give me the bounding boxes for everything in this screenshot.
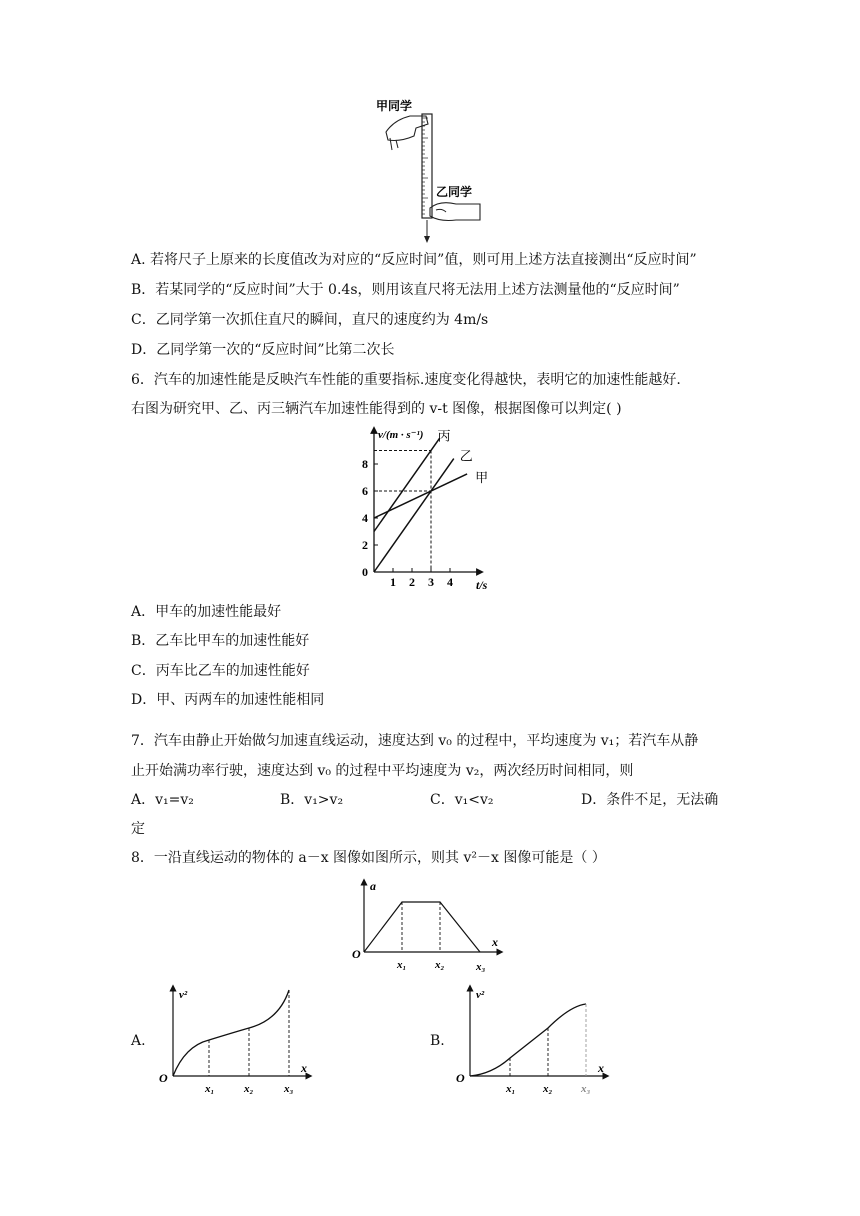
v2a-tick-x1: x₁ (205, 1083, 215, 1095)
series-label: 甲 (475, 469, 489, 485)
q8-option-a-label: A. (131, 1033, 146, 1049)
a-axis-label: a (370, 879, 376, 893)
x-tick-label: 1 (390, 575, 396, 589)
series-label: 丙 (437, 428, 451, 444)
v2-graph-a (155, 984, 315, 1100)
series-line (374, 474, 467, 518)
a-origin-label: O (352, 947, 361, 961)
v2b-origin: O (456, 1071, 465, 1085)
v2a-curve (173, 990, 289, 1076)
q6-option-d: D．甲、丙两车的加速性能相同 (131, 692, 325, 708)
label-yi-student: 乙同学 (436, 185, 473, 199)
x-tick-label: 2 (409, 575, 415, 589)
ruler-figure (370, 98, 490, 244)
series-line (374, 438, 440, 531)
v2a-tick-x2: x₂ (244, 1083, 254, 1095)
q6-stem-line1: 6．汽车的加速性能是反映汽车性能的重要指标.速度变化得越快，表明它的加速性能越好. (131, 372, 681, 388)
v2-graph-b (452, 984, 612, 1100)
q7-option-c: C．v₁<v₂ (430, 792, 494, 808)
q6-option-a: A．甲车的加速性能最好 (131, 604, 282, 620)
q6-option-c: C．丙车比乙车的加速性能好 (131, 663, 310, 679)
q8-option-b-label: B. (430, 1033, 445, 1049)
q7-option-d-wrap: 定 (131, 821, 145, 837)
v2b-tick-x2: x₂ (543, 1083, 553, 1095)
v2a-x-label: x (301, 1061, 307, 1075)
x-axis-label: t/s (476, 578, 488, 592)
x-tick-label: 4 (447, 575, 453, 589)
a-curve (364, 902, 480, 952)
v2b-curve (470, 1004, 586, 1076)
v2b-y-label: v² (476, 989, 485, 1001)
a-x-axis-label: x (492, 935, 498, 949)
q7-option-b: B．v₁>v₂ (280, 792, 344, 808)
v2b-tick-x1: x₁ (506, 1083, 516, 1095)
series-label: 乙 (459, 448, 473, 464)
q5-option-d: D．乙同学第一次的“反应时间”比第二次长 (131, 342, 395, 358)
label-jia-student: 甲同学 (376, 99, 413, 113)
y-axis-label: v/(m · s⁻¹) (378, 429, 424, 441)
q7-stem-line2: 止开始满功率行驶，速度达到 v₀ 的过程中平均速度为 v₂，两次经历时间相同，则 (131, 763, 634, 779)
bottom-hand (430, 203, 480, 221)
y-tick-label: 8 (362, 457, 368, 471)
q7-option-a: A．v₁=v₂ (131, 792, 194, 808)
v2a-y-label: v² (179, 989, 188, 1001)
q8-stem: 8．一沿直线运动的物体的 a－x 图像如图所示，则其 v²－x 图像可能是（ ） (131, 850, 606, 866)
a-x-graph (350, 876, 510, 976)
q7-option-d: D．条件不足，无法确 (581, 792, 719, 808)
q7-stem-line1: 7．汽车由静止开始做匀加速直线运动，速度达到 v₀ 的过程中，平均速度为 v₁；若汽车从静 (131, 733, 699, 749)
a-tick-x1: x₁ (397, 959, 407, 971)
origin-label: 0 (362, 565, 368, 579)
q5-option-a: A. 若将尺子上原来的长度值改为对应的“反应时间”值，则可用上述方法直接测出“反应时间” (131, 252, 697, 268)
q6-stem-line2: 右图为研究甲、乙、丙三辆汽车加速性能得到的 v-t 图像，根据图像可以判定( ) (131, 401, 622, 417)
v2b-x-label: x (598, 1061, 604, 1075)
v2b-tick-x3: x₃ (581, 1083, 591, 1095)
v2a-origin: O (159, 1071, 168, 1085)
q5-option-c: C．乙同学第一次抓住直尺的瞬间，直尺的速度约为 4m/s (131, 312, 489, 328)
y-tick-label: 2 (362, 538, 368, 552)
q5-option-b: B．若某同学的“反应时间”大于 0.4s，则用该直尺将无法用上述方法测量他的“反应时间” (131, 282, 680, 298)
vt-chart (336, 424, 506, 596)
v2a-tick-x3: x₃ (284, 1083, 294, 1095)
a-tick-x3: x₃ (476, 961, 486, 973)
y-tick-label: 4 (362, 511, 368, 525)
a-tick-x2: x₂ (435, 959, 445, 971)
arrow-head (424, 236, 430, 243)
y-tick-label: 6 (362, 484, 368, 498)
q6-option-b: B．乙车比甲车的加速性能好 (131, 633, 310, 649)
x-tick-label: 3 (428, 575, 434, 589)
